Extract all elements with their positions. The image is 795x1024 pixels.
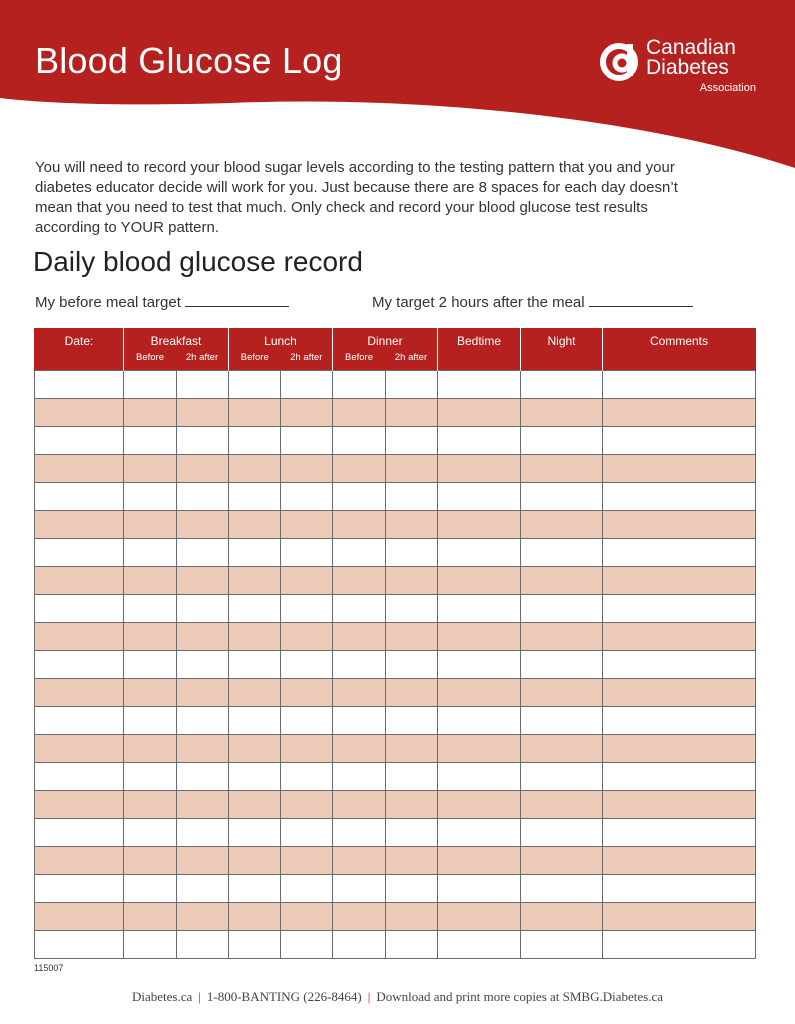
entry-cell[interactable] [603,790,756,818]
entry-cell[interactable] [386,538,438,566]
entry-cell[interactable] [603,762,756,790]
entry-cell[interactable] [521,482,603,510]
table-row [35,874,756,902]
entry-cell[interactable] [177,790,229,818]
entry-cell[interactable] [35,902,124,930]
entry-cell[interactable] [333,902,386,930]
entry-cell[interactable] [124,566,177,594]
entry-cell[interactable] [521,594,603,622]
entry-cell[interactable] [521,370,603,398]
entry-cell[interactable] [438,818,521,846]
entry-cell[interactable] [386,482,438,510]
entry-cell[interactable] [229,482,281,510]
entry-cell[interactable] [333,482,386,510]
entry-cell[interactable] [124,930,177,958]
entry-cell[interactable] [386,398,438,426]
logo-line-2: Diabetes [646,56,729,79]
entry-cell[interactable] [438,678,521,706]
entry-cell[interactable] [281,930,333,958]
entry-cell[interactable] [124,790,177,818]
logo-line-1: Canadian [646,36,736,59]
entry-cell[interactable] [603,818,756,846]
entry-cell[interactable] [521,538,603,566]
entry-cell[interactable] [177,846,229,874]
entry-cell[interactable] [386,734,438,762]
entry-cell[interactable] [603,594,756,622]
entry-cell[interactable] [229,594,281,622]
page-title: Blood Glucose Log [35,40,343,81]
entry-cell[interactable] [386,902,438,930]
entry-cell[interactable] [333,510,386,538]
entry-cell[interactable] [333,398,386,426]
entry-cell[interactable] [35,538,124,566]
entry-cell[interactable] [603,650,756,678]
before-meal-target [35,294,289,311]
entry-cell[interactable] [35,370,124,398]
entry-cell[interactable] [333,426,386,454]
entry-cell[interactable] [386,874,438,902]
logo-wordmark [646,38,736,78]
entry-cell[interactable] [333,818,386,846]
entry-cell[interactable] [281,678,333,706]
entry-cell[interactable] [177,818,229,846]
entry-cell[interactable] [124,874,177,902]
footer-download: Download and print more copies at SMBG.Diabetes.ca [376,989,664,1004]
entry-cell[interactable] [521,930,603,958]
entry-cell[interactable] [438,370,521,398]
entry-cell[interactable] [603,930,756,958]
entry-cell[interactable] [124,678,177,706]
entry-cell[interactable] [177,398,229,426]
entry-cell[interactable] [229,818,281,846]
entry-cell[interactable] [438,594,521,622]
entry-cell[interactable] [229,538,281,566]
entry-cell[interactable] [603,482,756,510]
entry-cell[interactable] [35,678,124,706]
entry-cell[interactable] [177,706,229,734]
entry-cell[interactable] [281,818,333,846]
entry-cell[interactable] [35,398,124,426]
entry-cell[interactable] [35,874,124,902]
entry-cell[interactable] [521,566,603,594]
entry-cell[interactable] [177,622,229,650]
entry-cell[interactable] [35,510,124,538]
entry-cell[interactable] [386,706,438,734]
entry-cell[interactable] [603,622,756,650]
after-meal-target-label: My target 2 hours after the meal [372,294,585,311]
entry-cell[interactable] [281,734,333,762]
intro-text: You will need to record your blood sugar levels according to the testing pattern that you and your diabetes educator decide will work for you. Just because there are 8 spaces for each day doesn’t mean that you need to test that much. Only check and record your blood glucose test results according to YOUR pattern. [35,159,678,236]
entry-cell[interactable] [521,510,603,538]
footer-phone: 1-800-BANTING (226-8464) [206,989,362,1004]
entry-cell[interactable] [521,678,603,706]
entry-cell[interactable] [35,482,124,510]
entry-cell[interactable] [438,650,521,678]
entry-cell[interactable] [438,622,521,650]
entry-cell[interactable] [438,846,521,874]
entry-cell[interactable] [124,370,177,398]
entry-cell[interactable] [35,622,124,650]
entry-cell[interactable] [177,370,229,398]
entry-cell[interactable] [177,930,229,958]
header-night: Night [521,328,603,370]
entry-cell[interactable] [603,706,756,734]
entry-cell[interactable] [35,454,124,482]
entry-cell[interactable] [603,454,756,482]
entry-cell[interactable] [333,790,386,818]
entry-cell[interactable] [386,762,438,790]
cda-logo-icon [600,40,642,82]
entry-cell[interactable] [333,734,386,762]
entry-cell[interactable] [177,426,229,454]
footer [0,989,795,1005]
table-row [35,734,756,762]
table-row [35,930,756,958]
entry-cell[interactable] [386,370,438,398]
entry-cell[interactable] [281,594,333,622]
table-row [35,902,756,930]
entry-cell[interactable] [281,762,333,790]
entry-cell[interactable] [35,734,124,762]
table-row [35,454,756,482]
entry-cell[interactable] [603,398,756,426]
entry-cell[interactable] [177,874,229,902]
table-row [35,622,756,650]
entry-cell[interactable] [438,566,521,594]
entry-cell[interactable] [386,650,438,678]
subheader-before: Before [136,352,164,363]
entry-cell[interactable] [229,678,281,706]
table-row [35,370,756,398]
entry-cell[interactable] [333,874,386,902]
entry-cell[interactable] [386,930,438,958]
entry-cell[interactable] [124,902,177,930]
entry-cell[interactable] [386,818,438,846]
entry-cell[interactable] [603,510,756,538]
entry-cell[interactable] [124,762,177,790]
subheader-after: 2h after [394,352,428,363]
table-row [35,706,756,734]
header-comments: Comments [603,328,756,370]
table-row [35,510,756,538]
table-row [35,790,756,818]
footer-separator: | [367,989,371,1004]
entry-cell[interactable] [333,762,386,790]
entry-cell[interactable] [333,538,386,566]
entry-cell[interactable] [177,734,229,762]
entry-cell[interactable] [229,790,281,818]
cda-logo [600,38,770,98]
entry-cell[interactable] [521,818,603,846]
form-code: 115007 [34,963,64,973]
entry-cell[interactable] [386,622,438,650]
entry-cell[interactable] [124,510,177,538]
entry-cell[interactable] [281,510,333,538]
footer-separator: | [198,989,201,1004]
entry-cell[interactable] [603,538,756,566]
entry-cell[interactable] [281,370,333,398]
entry-cell[interactable] [229,510,281,538]
entry-cell[interactable] [521,846,603,874]
entry-cell[interactable] [35,594,124,622]
entry-cell[interactable] [229,398,281,426]
entry-cell[interactable] [603,734,756,762]
entry-cell[interactable] [281,398,333,426]
after-meal-target-field[interactable] [589,294,693,307]
entry-cell[interactable] [281,454,333,482]
entry-cell[interactable] [521,398,603,426]
entry-cell[interactable] [124,594,177,622]
entry-cell[interactable] [386,678,438,706]
entry-cell[interactable] [438,762,521,790]
entry-cell[interactable] [521,790,603,818]
entry-cell[interactable] [521,650,603,678]
entry-cell[interactable] [438,902,521,930]
table-row [35,650,756,678]
entry-cell[interactable] [35,706,124,734]
entry-cell[interactable] [333,622,386,650]
entry-cell[interactable] [281,846,333,874]
table-row [35,678,756,706]
entry-cell[interactable] [386,566,438,594]
entry-cell[interactable] [177,482,229,510]
entry-cell[interactable] [386,510,438,538]
entry-cell[interactable] [603,426,756,454]
entry-cell[interactable] [229,874,281,902]
entry-cell[interactable] [333,650,386,678]
entry-cell[interactable] [333,930,386,958]
after-meal-target [372,294,693,311]
section-title: Daily blood glucose record [33,246,363,277]
table-row [35,566,756,594]
entry-cell[interactable] [124,706,177,734]
entry-cell[interactable] [438,510,521,538]
entry-cell[interactable] [177,762,229,790]
entry-cell[interactable] [521,622,603,650]
table-row [35,482,756,510]
entry-cell[interactable] [177,902,229,930]
entry-cell[interactable] [438,874,521,902]
header-date: Date: [35,328,124,370]
entry-cell[interactable] [281,622,333,650]
entry-cell[interactable] [229,622,281,650]
entry-cell[interactable] [35,650,124,678]
entry-cell[interactable] [438,398,521,426]
entry-cell[interactable] [333,678,386,706]
entry-cell[interactable] [124,734,177,762]
entry-cell[interactable] [35,426,124,454]
entry-cell[interactable] [521,706,603,734]
subheader-before: Before [240,352,269,363]
entry-cell[interactable] [124,398,177,426]
entry-cell[interactable] [35,846,124,874]
entry-cell[interactable] [281,902,333,930]
entry-cell[interactable] [386,426,438,454]
entry-cell[interactable] [35,930,124,958]
header-bedtime: Bedtime [438,328,521,370]
entry-cell[interactable] [333,594,386,622]
entry-cell[interactable] [177,510,229,538]
entry-cell[interactable] [333,566,386,594]
header-lunch: Lunch Before 2h after [229,328,333,370]
entry-cell[interactable] [124,650,177,678]
entry-cell[interactable] [177,650,229,678]
entry-cell[interactable] [229,566,281,594]
entry-cell[interactable] [281,790,333,818]
entry-cell[interactable] [124,482,177,510]
entry-cell[interactable] [35,566,124,594]
entry-cell[interactable] [35,818,124,846]
footer-site: Diabetes.ca [131,989,193,1004]
entry-cell[interactable] [521,734,603,762]
entry-cell[interactable] [229,650,281,678]
entry-cell[interactable] [438,482,521,510]
entry-cell[interactable] [229,902,281,930]
entry-cell[interactable] [281,538,333,566]
table-header-row [35,328,756,370]
table-body [35,370,756,958]
entry-cell[interactable] [603,902,756,930]
entry-cell[interactable] [438,930,521,958]
entry-cell[interactable] [281,482,333,510]
entry-cell[interactable] [229,846,281,874]
logo-line-3: Association [699,82,756,94]
entry-cell[interactable] [281,566,333,594]
subheader-after: 2h after [290,352,323,363]
entry-cell[interactable] [603,370,756,398]
entry-cell[interactable] [35,762,124,790]
header-dinner: Dinner Before 2h after [333,328,438,370]
entry-cell[interactable] [386,594,438,622]
entry-cell[interactable] [603,846,756,874]
entry-cell[interactable] [124,454,177,482]
entry-cell[interactable] [333,846,386,874]
entry-cell[interactable] [438,706,521,734]
entry-cell[interactable] [386,846,438,874]
table-row [35,594,756,622]
entry-cell[interactable] [386,790,438,818]
entry-cell[interactable] [281,874,333,902]
entry-cell[interactable] [438,454,521,482]
entry-cell[interactable] [281,426,333,454]
entry-cell[interactable] [229,930,281,958]
entry-cell[interactable] [603,566,756,594]
before-meal-target-label: My before meal target [35,294,181,311]
table-row [35,846,756,874]
entry-cell[interactable] [229,706,281,734]
entry-cell[interactable] [333,706,386,734]
table-row [35,398,756,426]
entry-cell[interactable] [229,734,281,762]
entry-cell[interactable] [124,538,177,566]
table-row [35,818,756,846]
entry-cell[interactable] [521,454,603,482]
entry-cell[interactable] [124,426,177,454]
before-meal-target-field[interactable] [185,294,289,307]
entry-cell[interactable] [603,678,756,706]
entry-cell[interactable] [438,734,521,762]
entry-cell[interactable] [333,370,386,398]
entry-cell[interactable] [521,902,603,930]
subheader-before: Before [345,352,373,363]
entry-cell[interactable] [281,706,333,734]
table-row [35,538,756,566]
entry-cell[interactable] [124,818,177,846]
entry-cell[interactable] [124,622,177,650]
glucose-log-table [34,328,756,959]
entry-cell[interactable] [438,790,521,818]
entry-cell[interactable] [521,762,603,790]
entry-cell[interactable] [35,790,124,818]
subheader-after: 2h after [185,352,219,363]
entry-cell[interactable] [521,426,603,454]
header-breakfast: Breakfast Before 2h after [124,328,229,370]
entry-cell[interactable] [177,678,229,706]
entry-cell[interactable] [229,454,281,482]
entry-cell[interactable] [438,538,521,566]
entry-cell[interactable] [177,538,229,566]
entry-cell[interactable] [124,846,177,874]
entry-cell[interactable] [177,454,229,482]
entry-cell[interactable] [603,874,756,902]
entry-cell[interactable] [229,370,281,398]
entry-cell[interactable] [229,762,281,790]
entry-cell[interactable] [177,566,229,594]
entry-cell[interactable] [386,454,438,482]
entry-cell[interactable] [333,454,386,482]
table-row [35,426,756,454]
entry-cell[interactable] [281,650,333,678]
table-row [35,762,756,790]
entry-cell[interactable] [229,426,281,454]
entry-cell[interactable] [177,594,229,622]
entry-cell[interactable] [438,426,521,454]
entry-cell[interactable] [521,874,603,902]
